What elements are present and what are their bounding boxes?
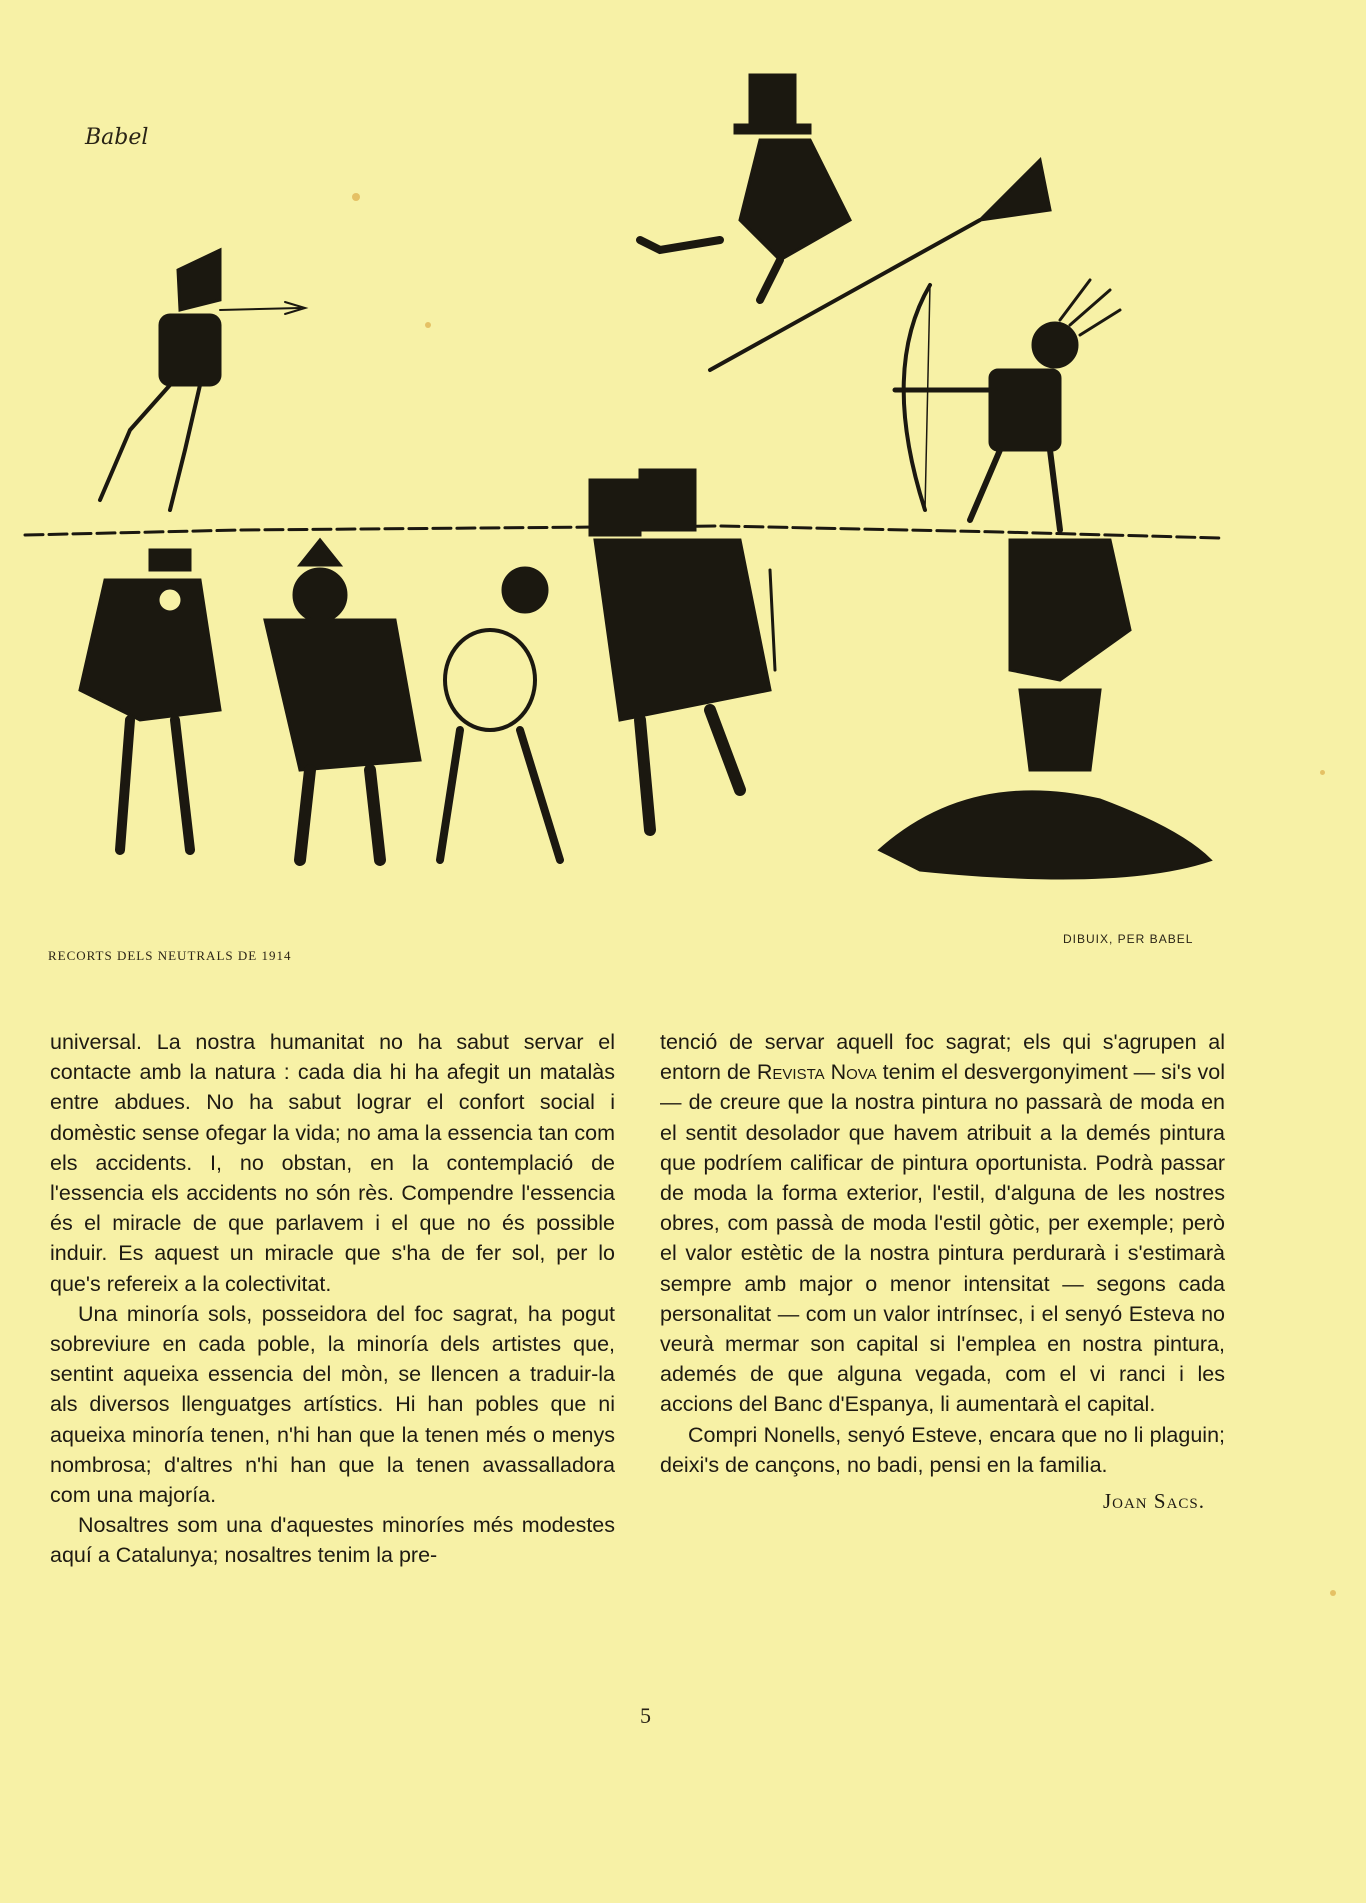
paragraph: Una minoría sols, posseidora del foc sagrat, ha pogut sobreviure en cada poble, la minoría dels artistes que, sentint aqueixa essencia del mòn, se llencen a traduir-la als diversos llenguatges artístics. Hi han pobles que ni aqueixa minoría tenen, n'hi han que la tenen més o menys nombrosa; d'altres n'hi han que la tenen avassalladora com una majoría. bbox=[50, 1301, 615, 1508]
text-column-right bbox=[660, 1027, 1225, 1516]
paragraph-text: tenim el desvergonyiment — si's vol — de creure que la nostra pintura no passarà de moda en el sentit desolador que havem atribuit a la demés pintura que podríem calificar de pintura oportunista. Podrà passar de moda la forma exterior, l'estil, d'alguna de les nostres obres, com passà de moda l'estil gòtic, per exemple; però el valor estètic de la nostra pintura perdurarà i s'estimarà sempre amb major o menor intensitat — segons cada personalitat — com un valor intrínsec, i el senyó Esteva no veurà mermar son capital si l'emplea en nostra pintura, ademés de que alguna vegada, com el vi ranci i les accions del Banc d'Espanya, li aumentarà el capital. bbox=[660, 1060, 1226, 1417]
figure-with-arrow bbox=[100, 250, 305, 510]
figure-uncle-sam bbox=[80, 550, 220, 850]
paragraph bbox=[660, 1027, 1225, 1420]
cartoon-illustration bbox=[20, 70, 1240, 910]
page-number: 5 bbox=[640, 1703, 651, 1728]
archer-figure bbox=[895, 280, 1120, 530]
figures-top-hats bbox=[590, 470, 775, 830]
paper-speck bbox=[352, 193, 360, 201]
paragraph: Compri Nonells, senyó Esteve, encara que no li plaguin; deixi's de cançons, no badi, pensi en la familia. bbox=[660, 1422, 1225, 1477]
paper-speck bbox=[1330, 1590, 1336, 1596]
illustration-caption: RECORTS DELS NEUTRALS DE 1914 bbox=[48, 948, 292, 963]
figure-with-barrel bbox=[440, 568, 560, 860]
author-signature: Joan Sacs. bbox=[1102, 1489, 1205, 1514]
paragraph-text: tenció de servar aquell foc sagrat; els qui s'agrupen al entorn de bbox=[660, 1030, 1225, 1085]
paragraph: Nosaltres som una d'aquestes minoríes més modestes aquí a Catalunya; nosaltres tenim la pre- bbox=[50, 1513, 615, 1568]
flying-figure-broom bbox=[640, 75, 1050, 370]
magazine-name: Revista Nova bbox=[756, 1060, 877, 1085]
paragraph: universal. La nostra humanitat no ha sabut servar el contacte amb la natura : cada dia hi ha afegit un matalàs entre abdues. No ha sabut lograr el confort social i domèstic sense ofegar la vida; no ama la essencia tan com els accidents. I, no obstan, en la contemplació de l'essencia els accidents no són rès. Compendre l'essencia és el miracle de que parlavem i el que no és possible induir. Es aquest un miracle que s'ha de fer sol, per lo que's refereix a la colectivitat. bbox=[50, 1030, 615, 1296]
figure-spiked-helmet bbox=[265, 540, 420, 860]
paper-speck bbox=[425, 322, 431, 328]
illustration-credit: DIBUIX, PER BABEL bbox=[1063, 932, 1194, 946]
fallen-figures bbox=[880, 540, 1210, 878]
paper-speck bbox=[1320, 770, 1325, 775]
text-column-left bbox=[50, 1027, 615, 1571]
artist-signature: Babel bbox=[85, 125, 149, 150]
